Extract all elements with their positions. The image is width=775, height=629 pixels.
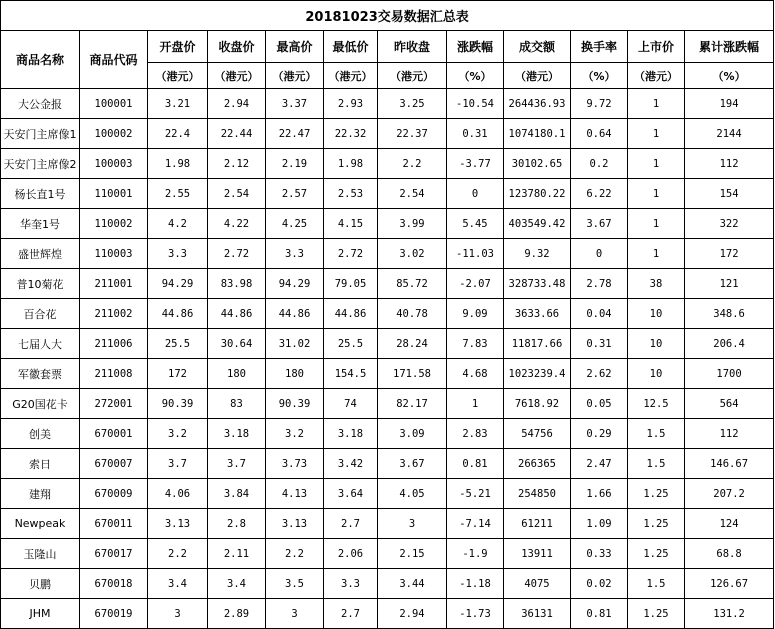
- table-cell: 2.83: [447, 419, 504, 449]
- table-cell: 0.2: [571, 149, 628, 179]
- table-cell: 564: [685, 389, 774, 419]
- table-row: [1, 269, 774, 299]
- table-cell: 0.31: [571, 329, 628, 359]
- table-cell: 2.06: [324, 539, 378, 569]
- table-cell: 0.81: [571, 599, 628, 629]
- table-cell: 0.02: [571, 569, 628, 599]
- table-cell: -11.03: [447, 239, 504, 269]
- table-cell: 9.09: [447, 299, 504, 329]
- table-cell: 3: [148, 599, 208, 629]
- table-cell: 2.72: [324, 239, 378, 269]
- table-cell: 3.2: [148, 419, 208, 449]
- table-cell: 3.84: [208, 479, 266, 509]
- table-cell: 1: [628, 209, 685, 239]
- table-cell: 44.86: [324, 299, 378, 329]
- table-cell: 100002: [80, 119, 148, 149]
- table-row: [1, 599, 774, 629]
- table-cell: 154.5: [324, 359, 378, 389]
- table-cell: 25.5: [324, 329, 378, 359]
- table-cell: 0.81: [447, 449, 504, 479]
- table-cell: 盛世辉煌: [1, 239, 80, 269]
- header-row: [1, 31, 774, 63]
- table-cell: 3.02: [378, 239, 447, 269]
- table-cell: 1.25: [628, 509, 685, 539]
- table-cell: 4075: [504, 569, 571, 599]
- table-row: [1, 509, 774, 539]
- table-cell: 1700: [685, 359, 774, 389]
- table-cell: 1.66: [571, 479, 628, 509]
- table-cell: 100003: [80, 149, 148, 179]
- table-cell: 1: [628, 89, 685, 119]
- column-unit: （%）: [685, 63, 774, 89]
- table-cell: 180: [266, 359, 324, 389]
- table-cell: 403549.42: [504, 209, 571, 239]
- table-cell: 322: [685, 209, 774, 239]
- table-cell: 百合花: [1, 299, 80, 329]
- table-cell: 2.8: [208, 509, 266, 539]
- table-cell: 0.64: [571, 119, 628, 149]
- table-cell: 华奎1号: [1, 209, 80, 239]
- table-row: [1, 149, 774, 179]
- table-cell: 31.02: [266, 329, 324, 359]
- table-cell: 0: [447, 179, 504, 209]
- table-cell: 110002: [80, 209, 148, 239]
- table-cell: 2.89: [208, 599, 266, 629]
- table-cell: 4.22: [208, 209, 266, 239]
- table-cell: 272001: [80, 389, 148, 419]
- column-header: 开盘价: [148, 31, 208, 63]
- column-unit: （港元）: [324, 63, 378, 89]
- column-header: 昨收盘: [378, 31, 447, 63]
- table-cell: 1.5: [628, 569, 685, 599]
- table-cell: 3.42: [324, 449, 378, 479]
- table-cell: 10: [628, 299, 685, 329]
- table-cell: 4.05: [378, 479, 447, 509]
- table-cell: 180: [208, 359, 266, 389]
- table-title: 20181023交易数据汇总表: [1, 1, 774, 31]
- table-cell: 2.55: [148, 179, 208, 209]
- column-unit: （港元）: [628, 63, 685, 89]
- table-cell: 30.64: [208, 329, 266, 359]
- table-cell: 2.94: [378, 599, 447, 629]
- table-cell: 3.13: [266, 509, 324, 539]
- table-row: [1, 479, 774, 509]
- table-row: [1, 329, 774, 359]
- table-cell: 110003: [80, 239, 148, 269]
- table-cell: 1.5: [628, 419, 685, 449]
- table-cell: 0.04: [571, 299, 628, 329]
- table-cell: 131.2: [685, 599, 774, 629]
- table-cell: 1.25: [628, 599, 685, 629]
- table-cell: 1.25: [628, 539, 685, 569]
- table-cell: Newpeak: [1, 509, 80, 539]
- table-cell: 670011: [80, 509, 148, 539]
- table-row: [1, 179, 774, 209]
- table-cell: G20国花卡: [1, 389, 80, 419]
- table-cell: 5.45: [447, 209, 504, 239]
- table-cell: 2.2: [266, 539, 324, 569]
- table-cell: 124: [685, 509, 774, 539]
- table-row: [1, 389, 774, 419]
- table-cell: 0: [571, 239, 628, 269]
- table-cell: 2.2: [378, 149, 447, 179]
- table-cell: 3.18: [208, 419, 266, 449]
- table-cell: -5.21: [447, 479, 504, 509]
- table-row: [1, 119, 774, 149]
- table-row: [1, 89, 774, 119]
- table-cell: 4.13: [266, 479, 324, 509]
- table-cell: 211008: [80, 359, 148, 389]
- table-cell: 74: [324, 389, 378, 419]
- table-cell: 3.3: [148, 239, 208, 269]
- table-cell: 天安门主席像1: [1, 119, 80, 149]
- table-cell: 3.4: [208, 569, 266, 599]
- table-cell: 3.7: [208, 449, 266, 479]
- table-cell: 创美: [1, 419, 80, 449]
- table-cell: 171.58: [378, 359, 447, 389]
- table-cell: 146.67: [685, 449, 774, 479]
- table-cell: 172: [685, 239, 774, 269]
- table-cell: 普10菊花: [1, 269, 80, 299]
- table-cell: 2.62: [571, 359, 628, 389]
- table-cell: 38: [628, 269, 685, 299]
- table-cell: 1: [628, 179, 685, 209]
- table-row: [1, 449, 774, 479]
- table-cell: 10: [628, 359, 685, 389]
- table-cell: 94.29: [266, 269, 324, 299]
- table-cell: 3.25: [378, 89, 447, 119]
- column-unit: （%）: [571, 63, 628, 89]
- table-row: [1, 569, 774, 599]
- table-cell: 123780.22: [504, 179, 571, 209]
- column-header: 最高价: [266, 31, 324, 63]
- table-cell: 2.57: [266, 179, 324, 209]
- table-cell: 1.25: [628, 479, 685, 509]
- table-cell: -1.9: [447, 539, 504, 569]
- table-cell: 670009: [80, 479, 148, 509]
- table-cell: 82.17: [378, 389, 447, 419]
- table-row: [1, 299, 774, 329]
- table-cell: 22.32: [324, 119, 378, 149]
- table-cell: 2.54: [208, 179, 266, 209]
- table-cell: 3.5: [266, 569, 324, 599]
- table-cell: 83.98: [208, 269, 266, 299]
- table-row: [1, 419, 774, 449]
- table-cell: 3633.66: [504, 299, 571, 329]
- table-cell: 1: [628, 119, 685, 149]
- table-cell: 3.44: [378, 569, 447, 599]
- column-unit: （港元）: [266, 63, 324, 89]
- table-cell: 0.33: [571, 539, 628, 569]
- table-cell: 670001: [80, 419, 148, 449]
- table-row: [1, 539, 774, 569]
- table-cell: 328733.48: [504, 269, 571, 299]
- table-cell: 1.09: [571, 509, 628, 539]
- table-cell: 4.06: [148, 479, 208, 509]
- table-cell: 3.64: [324, 479, 378, 509]
- table-cell: 1.98: [324, 149, 378, 179]
- table-cell: 2.72: [208, 239, 266, 269]
- table-cell: 0.29: [571, 419, 628, 449]
- table-cell: 2.47: [571, 449, 628, 479]
- table-cell: 68.8: [685, 539, 774, 569]
- table-cell: 1.5: [628, 449, 685, 479]
- table-cell: 1074180.1: [504, 119, 571, 149]
- table-cell: 112: [685, 149, 774, 179]
- table-cell: 670007: [80, 449, 148, 479]
- column-unit: （港元）: [208, 63, 266, 89]
- table-cell: 22.4: [148, 119, 208, 149]
- table-cell: 22.37: [378, 119, 447, 149]
- column-header: 涨跌幅: [447, 31, 504, 63]
- table-cell: 3: [378, 509, 447, 539]
- table-cell: 54756: [504, 419, 571, 449]
- table-cell: 2.54: [378, 179, 447, 209]
- table-cell: 1: [628, 149, 685, 179]
- table-cell: 3.09: [378, 419, 447, 449]
- table-cell: 2.53: [324, 179, 378, 209]
- table-cell: 121: [685, 269, 774, 299]
- table-cell: 266365: [504, 449, 571, 479]
- table-cell: 6.22: [571, 179, 628, 209]
- table-cell: 36131: [504, 599, 571, 629]
- table-cell: 9.72: [571, 89, 628, 119]
- table-cell: 90.39: [266, 389, 324, 419]
- table-cell: 22.47: [266, 119, 324, 149]
- column-header: 商品代码: [80, 31, 148, 89]
- table-cell: 40.78: [378, 299, 447, 329]
- table-cell: 22.44: [208, 119, 266, 149]
- table-cell: 10: [628, 329, 685, 359]
- table-cell: 254850: [504, 479, 571, 509]
- table-cell: 1: [447, 389, 504, 419]
- table-cell: 194: [685, 89, 774, 119]
- table-cell: 4.2: [148, 209, 208, 239]
- table-cell: 2.7: [324, 599, 378, 629]
- table-cell: 3.21: [148, 89, 208, 119]
- table-cell: 2.2: [148, 539, 208, 569]
- table-cell: -1.73: [447, 599, 504, 629]
- table-cell: 211002: [80, 299, 148, 329]
- column-unit: （港元）: [378, 63, 447, 89]
- table-cell: 28.24: [378, 329, 447, 359]
- table-cell: 军徽套票: [1, 359, 80, 389]
- table-cell: 207.2: [685, 479, 774, 509]
- table-cell: 索日: [1, 449, 80, 479]
- table-cell: 1.98: [148, 149, 208, 179]
- table-cell: JHM: [1, 599, 80, 629]
- table-cell: 3.4: [148, 569, 208, 599]
- table-row: [1, 239, 774, 269]
- table-cell: 3.3: [266, 239, 324, 269]
- table-cell: 建翔: [1, 479, 80, 509]
- table-cell: 13911: [504, 539, 571, 569]
- table-row: [1, 209, 774, 239]
- table-cell: 110001: [80, 179, 148, 209]
- table-cell: 3.2: [266, 419, 324, 449]
- table-cell: 3.67: [571, 209, 628, 239]
- table-cell: 3.13: [148, 509, 208, 539]
- table-cell: 3.99: [378, 209, 447, 239]
- table-cell: 3.18: [324, 419, 378, 449]
- table-cell: 3.3: [324, 569, 378, 599]
- table-cell: -2.07: [447, 269, 504, 299]
- table-cell: 154: [685, 179, 774, 209]
- table-cell: 2.11: [208, 539, 266, 569]
- column-header: 商品名称: [1, 31, 80, 89]
- table-cell: 天安门主席像2: [1, 149, 80, 179]
- table-cell: 2.15: [378, 539, 447, 569]
- table-cell: 3.7: [148, 449, 208, 479]
- table-cell: 100001: [80, 89, 148, 119]
- column-unit: （港元）: [148, 63, 208, 89]
- table-cell: 3.73: [266, 449, 324, 479]
- table-cell: 2144: [685, 119, 774, 149]
- table-cell: 3.37: [266, 89, 324, 119]
- table-cell: 25.5: [148, 329, 208, 359]
- table-cell: 670018: [80, 569, 148, 599]
- table-cell: 30102.65: [504, 149, 571, 179]
- column-header: 成交额: [504, 31, 571, 63]
- table-cell: 44.86: [208, 299, 266, 329]
- table-cell: 大公金报: [1, 89, 80, 119]
- table-cell: 3: [266, 599, 324, 629]
- table-cell: 348.6: [685, 299, 774, 329]
- column-unit: （%）: [447, 63, 504, 89]
- table-row: [1, 359, 774, 389]
- table-cell: 玉隆山: [1, 539, 80, 569]
- table-cell: 9.32: [504, 239, 571, 269]
- column-header: 上市价: [628, 31, 685, 63]
- table-cell: 211006: [80, 329, 148, 359]
- table-cell: 85.72: [378, 269, 447, 299]
- table-cell: 90.39: [148, 389, 208, 419]
- table-cell: 2.19: [266, 149, 324, 179]
- table-cell: 83: [208, 389, 266, 419]
- table-cell: 44.86: [266, 299, 324, 329]
- table-cell: 44.86: [148, 299, 208, 329]
- table-cell: 贝鹏: [1, 569, 80, 599]
- table-cell: 2.94: [208, 89, 266, 119]
- table-cell: 126.67: [685, 569, 774, 599]
- table-cell: 3.67: [378, 449, 447, 479]
- column-unit: （港元）: [504, 63, 571, 89]
- table-cell: 670017: [80, 539, 148, 569]
- table-cell: 670019: [80, 599, 148, 629]
- column-header: 最低价: [324, 31, 378, 63]
- table-cell: 12.5: [628, 389, 685, 419]
- column-header: 收盘价: [208, 31, 266, 63]
- table-cell: 2.78: [571, 269, 628, 299]
- column-header: 换手率: [571, 31, 628, 63]
- table-cell: 206.4: [685, 329, 774, 359]
- table-cell: 0.05: [571, 389, 628, 419]
- table-cell: 4.68: [447, 359, 504, 389]
- table-cell: -1.18: [447, 569, 504, 599]
- table-cell: 2.93: [324, 89, 378, 119]
- table-cell: 79.05: [324, 269, 378, 299]
- table-cell: 杨长直1号: [1, 179, 80, 209]
- table-cell: 0.31: [447, 119, 504, 149]
- table-cell: 1: [628, 239, 685, 269]
- table-cell: 11817.66: [504, 329, 571, 359]
- table-cell: 2.7: [324, 509, 378, 539]
- table-cell: 2.12: [208, 149, 266, 179]
- column-header: 累计涨跌幅: [685, 31, 774, 63]
- table-body: [1, 89, 774, 629]
- table-cell: 4.25: [266, 209, 324, 239]
- table-cell: 94.29: [148, 269, 208, 299]
- table-cell: 112: [685, 419, 774, 449]
- table-cell: -3.77: [447, 149, 504, 179]
- table-cell: 7618.92: [504, 389, 571, 419]
- table-cell: 7.83: [447, 329, 504, 359]
- table-cell: 211001: [80, 269, 148, 299]
- table-cell: -10.54: [447, 89, 504, 119]
- table-cell: 172: [148, 359, 208, 389]
- table-cell: 264436.93: [504, 89, 571, 119]
- table-cell: 4.15: [324, 209, 378, 239]
- table-cell: -7.14: [447, 509, 504, 539]
- table-cell: 1023239.4: [504, 359, 571, 389]
- table-cell: 七届人大: [1, 329, 80, 359]
- table-cell: 61211: [504, 509, 571, 539]
